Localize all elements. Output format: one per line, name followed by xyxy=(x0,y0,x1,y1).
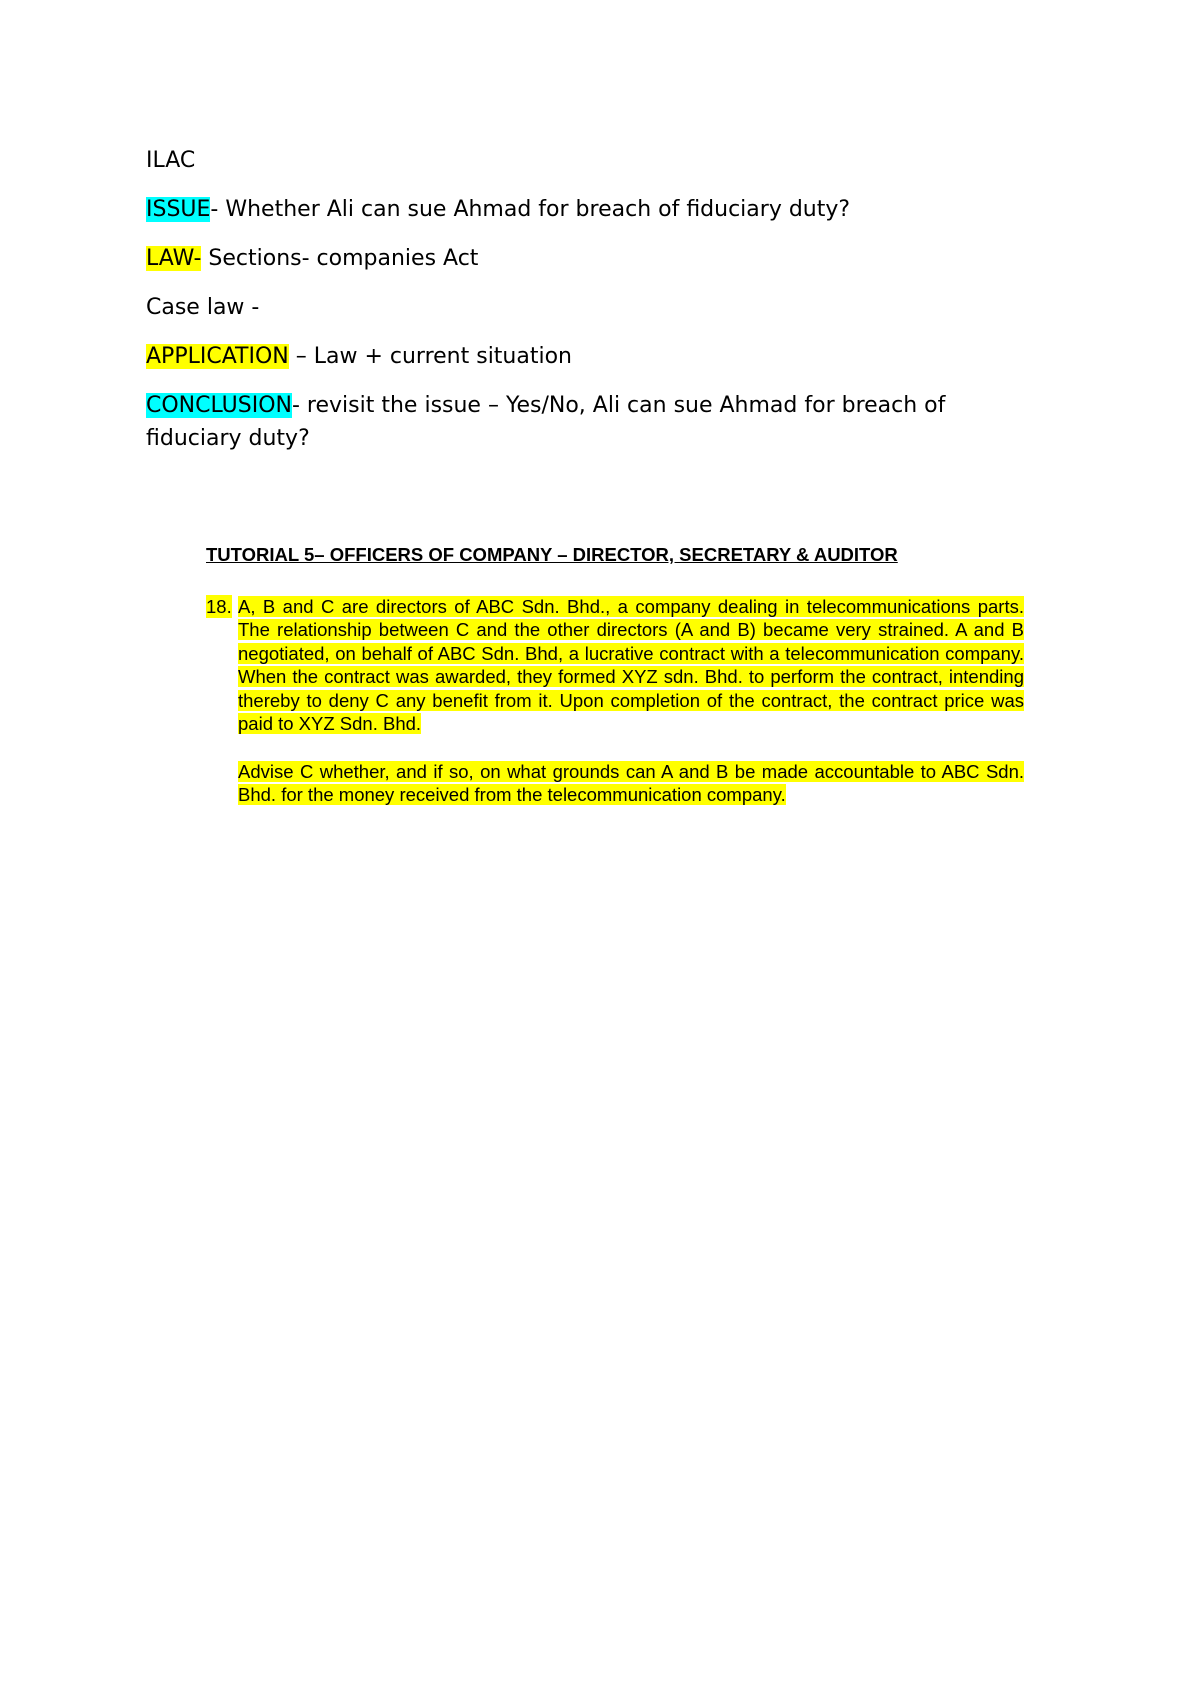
question-paragraph-2 xyxy=(238,760,1024,807)
application-line xyxy=(146,340,1046,373)
conclusion-line xyxy=(146,389,1046,455)
tutorial-section xyxy=(206,543,1024,831)
question-paragraph-1-text: A, B and C are directors of ABC Sdn. Bhd., a company dealing in telecommunications parts. The relationship between C and the other directors (A and B) became very strained. A and B negotiated, on behalf of ABC Sdn. Bhd, a lucrative contract with a telecommunication company. When the contract was awarded, they formed XYZ sdn. Bhd. to perform the contract, intending thereby to deny C any benefit from it. Upon completion of the contract, the contract price was paid to XYZ Sdn. Bhd. xyxy=(238,595,1024,734)
conclusion-text: - revisit the issue – Yes/No, Ali can sue Ahmad for breach of fiduciary duty? xyxy=(146,393,946,451)
question-paragraph-1 xyxy=(238,595,1024,736)
application-label: APPLICATION xyxy=(146,344,289,369)
question-18 xyxy=(206,595,1024,807)
application-text: – Law + current situation xyxy=(288,344,572,369)
law-label: LAW- xyxy=(146,246,202,271)
law-text: Sections- companies Act xyxy=(201,246,479,271)
tutorial-title: TUTORIAL 5– OFFICERS OF COMPANY – DIRECTOR, SECRETARY & AUDITOR xyxy=(206,544,898,565)
ilac-notes xyxy=(146,144,1046,471)
case-law-line: Case law - xyxy=(146,295,260,320)
issue-text: - Whether Ali can sue Ahmad for breach of fiduciary duty? xyxy=(210,197,851,222)
law-line xyxy=(146,242,1046,275)
issue-label: ISSUE xyxy=(146,197,211,222)
question-number: 18. xyxy=(206,595,232,617)
notes-title: ILAC xyxy=(146,148,196,173)
question-paragraph-2-text: Advise C whether, and if so, on what grounds can A and B be made accountable to ABC Sdn. Bhd. for the money received from the telecommunication company. xyxy=(238,760,1024,805)
conclusion-label: CONCLUSION xyxy=(146,393,292,418)
issue-line xyxy=(146,193,1046,226)
